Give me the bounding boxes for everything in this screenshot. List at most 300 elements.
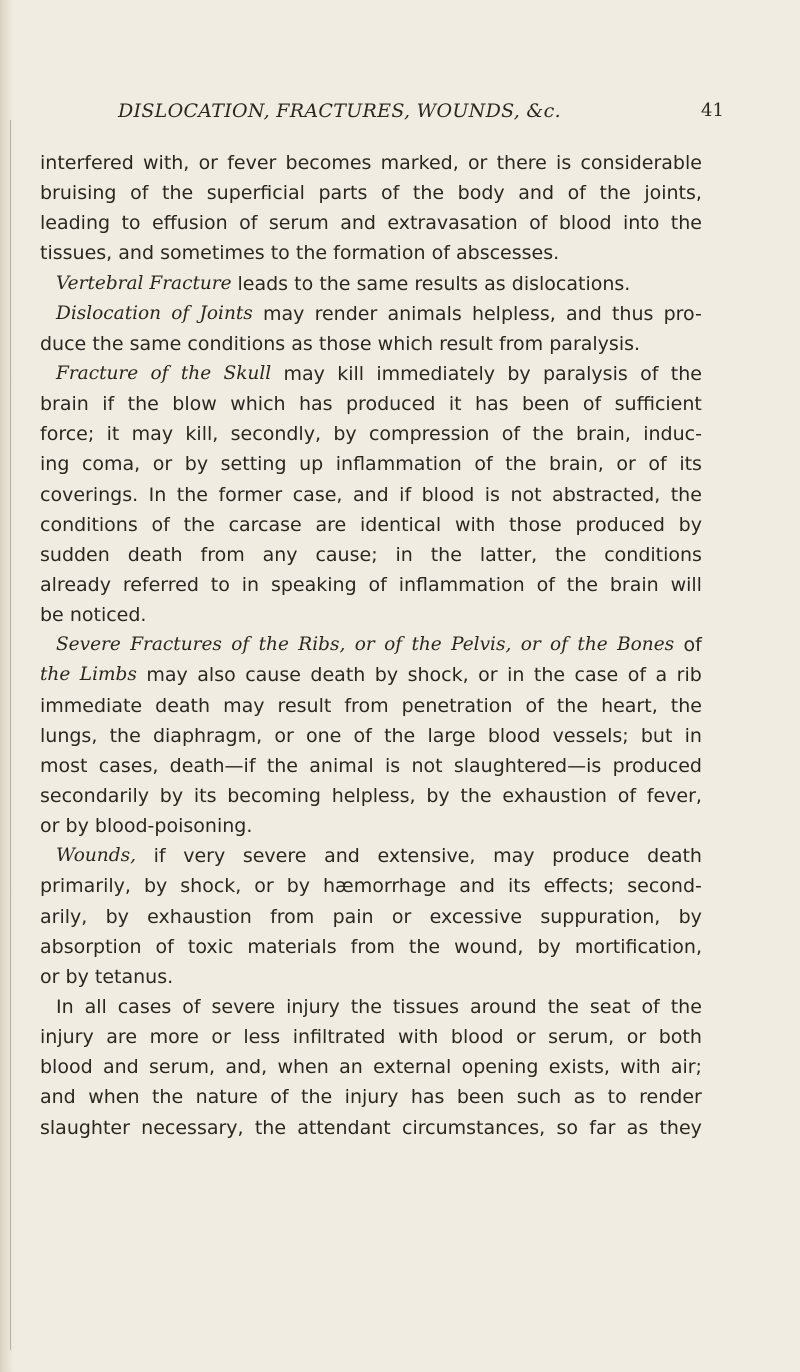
word: noticed. (69, 604, 147, 627)
word: the (670, 362, 702, 385)
word: death (127, 543, 183, 566)
word: and, (225, 1056, 268, 1079)
word: from (350, 935, 395, 958)
word: to (270, 242, 290, 265)
word: has (298, 393, 333, 416)
word: kill, (185, 423, 219, 446)
word: carcase (228, 513, 302, 536)
text-line (40, 359, 702, 389)
word: or (516, 1026, 536, 1049)
word: conditions (187, 332, 286, 355)
word: and (118, 242, 155, 265)
italic-word: Wounds, (56, 845, 136, 867)
word: into (622, 212, 660, 235)
word: to (121, 212, 141, 235)
word: of (368, 573, 387, 596)
word: blood (487, 724, 541, 747)
italic-word: Fracture (149, 272, 232, 294)
word: by (286, 875, 311, 898)
text-line (40, 751, 702, 781)
word: speaking (270, 573, 357, 596)
word: severe (211, 995, 276, 1018)
word: pro- (663, 302, 702, 325)
word: external (373, 1056, 452, 1079)
word: the (266, 754, 298, 777)
word: and (459, 875, 495, 898)
word: seat (589, 995, 631, 1018)
word: the (532, 423, 564, 446)
word: may (283, 362, 325, 385)
word: been (521, 393, 570, 416)
word: the (547, 995, 579, 1018)
text-line (40, 600, 702, 630)
word: exists, (548, 1056, 610, 1079)
word: the (109, 724, 141, 747)
text-line (40, 419, 702, 449)
word: paralysis (543, 362, 628, 385)
word: serum, (548, 1026, 615, 1049)
italic-word: Skull (223, 362, 272, 384)
word: brain, (548, 453, 604, 476)
word: the (599, 182, 631, 205)
word: of (648, 453, 667, 476)
word: of (474, 453, 493, 476)
word: of (380, 182, 400, 205)
text-line (40, 238, 702, 268)
word: immediately (376, 362, 496, 385)
word: considerable (580, 152, 702, 174)
word: identical (360, 513, 442, 536)
word: not (411, 754, 443, 777)
word: formation (333, 242, 426, 265)
word: those (318, 332, 372, 355)
word: tetanus. (94, 965, 174, 988)
word: so (556, 1116, 579, 1139)
word: former (218, 483, 283, 506)
word: shock, (407, 664, 469, 687)
word: cause (245, 664, 301, 687)
word: has (410, 1086, 445, 1109)
word: necessary, (141, 1116, 244, 1139)
word: less (243, 1026, 281, 1049)
page-header (0, 100, 800, 130)
word: same (356, 272, 409, 295)
word: setting (220, 453, 287, 476)
word: interfered (40, 152, 134, 174)
word: blow (172, 393, 217, 416)
word: effects; (543, 875, 615, 898)
text-line (40, 1052, 702, 1082)
word: its (507, 875, 531, 898)
word: of (640, 362, 659, 385)
word: it (448, 393, 462, 416)
word: already (40, 573, 111, 596)
word: of (353, 724, 372, 747)
text-line (40, 902, 702, 932)
word: may (131, 423, 174, 446)
word: latter, (479, 543, 538, 566)
word: in (507, 664, 525, 687)
word: slaughter (40, 1116, 130, 1139)
word: but (640, 724, 673, 747)
italic-word: of (550, 634, 569, 656)
word: inflammation (398, 573, 525, 596)
word: extravasation (387, 212, 518, 235)
word: In (148, 483, 167, 506)
word: as (291, 332, 313, 355)
italic-word: of (150, 362, 169, 384)
word: the (412, 182, 445, 205)
word: arily, (40, 905, 88, 928)
word: in (684, 724, 702, 747)
word: blood (558, 212, 612, 235)
italic-word: of (171, 302, 190, 324)
word: are (315, 513, 347, 536)
word: blood (421, 483, 475, 506)
word: tissues, (40, 242, 113, 265)
word: joints, (644, 182, 702, 205)
word: from (270, 905, 315, 928)
word: result (439, 332, 493, 355)
word: by (507, 362, 531, 385)
word: immediate (40, 694, 143, 717)
word: by (537, 935, 561, 958)
word: result (277, 694, 332, 717)
text-line (40, 208, 702, 238)
word: In (56, 995, 74, 1018)
italic-word: the (411, 634, 442, 656)
italic-word: Severe (56, 634, 121, 656)
italic-word: the (180, 362, 212, 384)
word: coma, (81, 453, 141, 476)
word: death (155, 694, 211, 717)
word: becomes (285, 152, 372, 174)
word: produced (575, 513, 665, 536)
word: in (395, 543, 413, 566)
word: circumstances, (402, 1116, 546, 1139)
word: there (496, 152, 547, 174)
running-head: DISLOCATION, FRACTURES, WOUNDS, &c. (118, 100, 561, 122)
text-line (40, 299, 702, 329)
word: very (183, 845, 226, 868)
text-line (40, 1082, 702, 1112)
word: of (536, 573, 555, 596)
word: duce (40, 332, 87, 355)
word: by (333, 423, 357, 446)
word: secondly, (230, 423, 321, 446)
word: helpless, (471, 302, 556, 325)
italic-word: or (520, 634, 541, 656)
word: the (319, 272, 351, 295)
word: of (641, 995, 660, 1018)
word: any (262, 543, 298, 566)
word: as (626, 1116, 649, 1139)
word: case, (292, 483, 343, 506)
word: with (398, 1026, 439, 1049)
word: leading (40, 212, 111, 235)
word: has (474, 393, 509, 416)
word: death (310, 664, 366, 687)
word: injury (286, 995, 340, 1018)
word: extensive, (377, 845, 476, 868)
word: the (670, 483, 702, 506)
word: helpless, (331, 784, 416, 807)
word: those (509, 513, 562, 536)
word: cases (117, 995, 172, 1018)
italic-word: or (354, 634, 375, 656)
word: render (639, 1086, 702, 1109)
word: cause; (315, 543, 378, 566)
word: heart, (601, 694, 658, 717)
word: all (84, 995, 107, 1018)
word: blood (450, 1026, 504, 1049)
word: of (501, 423, 521, 446)
word: by (374, 664, 399, 687)
word: brain (40, 393, 89, 416)
word: or (40, 965, 60, 988)
word: with (454, 513, 496, 536)
word: to (294, 272, 314, 295)
word: of (627, 664, 647, 687)
word: the (127, 393, 159, 416)
word: of (270, 1086, 289, 1109)
word: may (223, 694, 265, 717)
word: results (414, 272, 479, 295)
word: or (467, 152, 488, 174)
word: excessive (429, 905, 523, 928)
word: secondarily (40, 784, 150, 807)
word: of (431, 242, 450, 265)
word: death (647, 845, 702, 868)
word: produced (612, 754, 702, 777)
text-line (40, 540, 702, 570)
word: the (162, 182, 194, 205)
word: to (210, 573, 230, 596)
word: induc- (643, 423, 702, 446)
word: force; (40, 423, 95, 446)
word: be (40, 604, 64, 627)
word: the (384, 724, 416, 747)
word: from (344, 694, 389, 717)
text-line (40, 389, 702, 419)
word: a (655, 664, 668, 687)
italic-word: the (577, 634, 608, 656)
text-line (40, 449, 702, 479)
word: not (510, 483, 542, 506)
word: effusion (151, 212, 228, 235)
word: primarily, (40, 875, 131, 898)
word: leads (237, 272, 289, 295)
text-line (40, 721, 702, 751)
word: with, (143, 152, 190, 174)
text-line (40, 932, 702, 962)
text-line (40, 841, 702, 871)
italic-word: of (231, 634, 250, 656)
word: tissues (392, 995, 459, 1018)
word: diaphragm, (152, 724, 263, 747)
word: of (239, 212, 258, 235)
word: exhaustion (147, 905, 252, 928)
word: injury (344, 1086, 399, 1109)
word: and (518, 182, 555, 205)
word: and (324, 845, 360, 868)
word: opening (461, 1056, 539, 1079)
word: such (516, 1086, 562, 1109)
word: air; (670, 1056, 702, 1079)
word: wound, (454, 935, 524, 958)
word: or (616, 453, 636, 476)
word: and (102, 1056, 139, 1079)
word: is (384, 754, 401, 777)
word: or (211, 1026, 231, 1049)
italic-word: of (384, 634, 403, 656)
word: abscesses. (455, 242, 560, 265)
word: fever, (646, 784, 702, 807)
word: slaughtered—is (453, 754, 602, 777)
word: the (670, 995, 702, 1018)
word: the (176, 483, 208, 506)
word: shock, (180, 875, 242, 898)
text-line (40, 811, 702, 841)
word: by (678, 905, 702, 928)
word: of (683, 634, 702, 657)
italic-word: Vertebral (56, 272, 144, 294)
word: parts (318, 182, 368, 205)
word: the (183, 513, 215, 536)
word: as (573, 1086, 596, 1109)
word: vessels; (552, 724, 629, 747)
word: suppuration, (540, 905, 661, 928)
word: coverings. (40, 483, 139, 506)
word: superficial (206, 182, 305, 205)
word: are (106, 1026, 138, 1049)
word: they (659, 1116, 702, 1139)
word: or (152, 453, 173, 476)
word: inflammation (335, 453, 462, 476)
word: brain, (576, 423, 631, 446)
italic-word: Fracture (56, 362, 139, 384)
word: one (305, 724, 342, 747)
text-line (40, 871, 702, 901)
word: when (277, 1056, 329, 1079)
word: and (352, 483, 389, 506)
word: the (505, 453, 537, 476)
word: from (200, 543, 245, 566)
word: it (106, 423, 120, 446)
text-line (40, 329, 702, 359)
italic-word: Fractures (130, 634, 222, 656)
word: of (525, 694, 544, 717)
italic-word: Bones (617, 634, 675, 656)
word: body (457, 182, 505, 205)
word: when (88, 1086, 140, 1109)
word: compression (368, 423, 490, 446)
word: if (399, 483, 412, 506)
word: if (153, 845, 166, 868)
word: brain (609, 573, 659, 596)
word: referred (122, 573, 199, 596)
word: of (182, 995, 201, 1018)
word: also (197, 664, 236, 687)
word: from (498, 332, 544, 355)
word: the (350, 995, 382, 1018)
page-number: 41 (701, 100, 724, 121)
word: by (678, 513, 702, 536)
word: penetration (401, 694, 513, 717)
word: of (582, 393, 602, 416)
text-line (40, 510, 702, 540)
word: severe (242, 845, 307, 868)
italic-word: Ribs, (298, 634, 346, 656)
word: conditions (40, 513, 138, 536)
word: the (254, 1116, 287, 1139)
word: of (567, 182, 586, 205)
word: by (143, 875, 168, 898)
word: been (456, 1086, 505, 1109)
word: injury (40, 1026, 94, 1049)
word: will (670, 573, 702, 596)
text-line (40, 178, 702, 208)
word: blood-poisoning. (94, 815, 253, 838)
word: the (295, 242, 328, 265)
word: or (40, 815, 60, 838)
word: serum, (149, 1056, 216, 1079)
word: which (230, 393, 286, 416)
word: exhaustion (502, 784, 607, 807)
word: by (65, 815, 89, 838)
word: by (65, 965, 89, 988)
word: absorption (40, 935, 142, 958)
italic-word: the (40, 664, 71, 686)
word: mortification, (574, 935, 702, 958)
word: the (533, 664, 566, 687)
word: by (426, 784, 450, 807)
word: may (262, 302, 305, 325)
text-line (40, 781, 702, 811)
word: attendant (297, 1116, 391, 1139)
text-line (40, 269, 702, 299)
word: with (620, 1056, 661, 1079)
word: may (493, 845, 535, 868)
word: thus (611, 302, 654, 325)
text-line (40, 630, 702, 660)
text-line (40, 691, 702, 721)
word: materials (247, 935, 337, 958)
italic-word: Limbs (79, 664, 137, 686)
word: becoming (227, 784, 321, 807)
text-line (40, 148, 702, 178)
word: if (102, 393, 115, 416)
word: both (658, 1026, 702, 1049)
word: as (484, 272, 506, 295)
page-gutter-shadow (0, 0, 14, 1372)
word: the (670, 694, 702, 717)
word: the (408, 935, 441, 958)
word: or (274, 724, 294, 747)
word: in (241, 573, 260, 596)
word: to (607, 1086, 627, 1109)
text-line (40, 992, 702, 1022)
text-line (40, 570, 702, 600)
word: the (555, 543, 587, 566)
word: serum (268, 212, 329, 235)
word: is (484, 483, 500, 506)
word: paralysis. (549, 332, 641, 355)
word: or (391, 905, 412, 928)
page-edge-line (10, 120, 11, 1350)
word: or (198, 152, 218, 174)
word: the (301, 1086, 333, 1109)
